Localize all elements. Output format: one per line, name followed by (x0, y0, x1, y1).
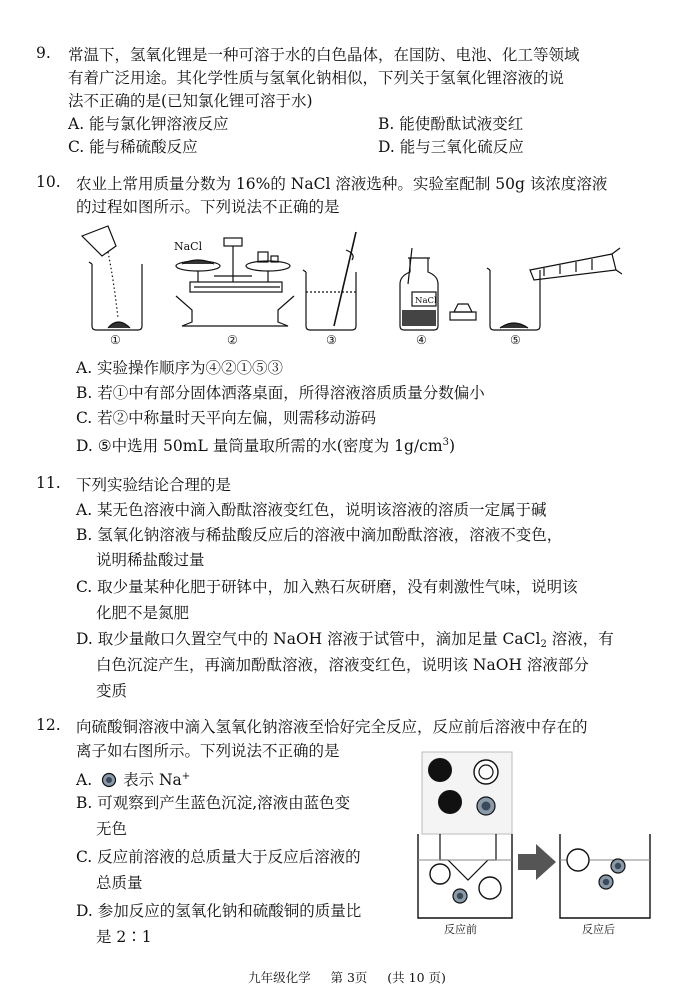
q12-ion-reaction-figure (410, 750, 660, 940)
step3-beaker-stirring-icon (303, 232, 356, 330)
q11-option-c-line-1: C. 取少量某种化肥于研钵中，加入熟石灰研磨，没有刺激性气味，说明该 (76, 578, 578, 596)
dark-ion-icon (428, 758, 452, 782)
q10-step-label-3: ③ (326, 333, 337, 347)
footer-total-pages: (共 10 页) (387, 970, 446, 985)
q12-option-d-line-2: 是 2∶1 (96, 928, 152, 946)
q12-option-a: A. 表示 Na+ (76, 771, 191, 789)
footer-subject: 九年级化学 (248, 970, 311, 985)
q10-option-d: D. ⑤中选用 50mL 量筒量取所需的水(密度为 $1g/cm^3$) (76, 437, 455, 455)
after-reaction-label: 反应后 (582, 923, 615, 936)
q9-number: 9. (36, 44, 51, 62)
white-ion-icon (567, 849, 589, 871)
q12-option-c-line-1: C. 反应前溶液的总质量大于反应后溶液的 (76, 848, 361, 866)
q9-option-d: D. 能与三氧化硫反应 (378, 138, 524, 156)
q12-option-b-line-2: 无色 (96, 820, 128, 838)
footer-page-number: 第 3页 (330, 970, 368, 985)
dropped-solution-ions (422, 752, 512, 834)
q11-number: 11. (36, 474, 61, 492)
q9-stem-line-2: 有着广泛用途。其化学性质与氢氧化钠相似，下列关于氢氧化锂溶液的说 (68, 69, 565, 87)
q10-step-label-4: ④ (416, 333, 427, 347)
q11-option-b-line-2: 说明稀盐酸过量 (96, 551, 205, 569)
q12-option-c-line-2: 总质量 (96, 874, 143, 892)
reaction-arrow-icon (518, 844, 556, 880)
q10-option-b: B. 若①中有部分固体洒落桌面，所得溶液溶质质量分数偏小 (76, 384, 485, 402)
q10-solution-preparation-figure (74, 222, 634, 350)
q12-number: 12. (36, 716, 61, 734)
q10-nacl-label: NaCl (174, 240, 203, 253)
q12-stem-line-2: 离子如右图所示。下列说法不正确的是 (76, 742, 340, 760)
q12-stem-line-1: 向硫酸铜溶液中滴入氢氧化钠溶液至恰好完全反应，反应前后溶液中存在的 (76, 718, 588, 736)
white-ion-icon (430, 864, 450, 884)
q10-bottle-label: NaCl (415, 296, 437, 306)
q9-option-c: C. 能与稀硫酸反应 (68, 138, 198, 156)
q10-option-a: A. 实验操作顺序为④②①⑤③ (76, 359, 284, 377)
page-footer (0, 968, 694, 986)
q10-step-label-5: ⑤ (510, 333, 521, 347)
white-ion-icon (479, 877, 501, 899)
step4-reagent-bottle-icon (400, 248, 476, 330)
q10-number: 10. (36, 173, 61, 191)
before-reaction-label: 反应前 (444, 923, 477, 936)
step5-beaker-cylinder-icon (487, 248, 622, 330)
q10-stem-line-2: 的过程如图所示。下列说法不正确的是 (76, 198, 340, 216)
q11-option-b-line-1: B. 氢氧化钠溶液与稀盐酸反应后的溶液中滴加酚酞溶液，溶液不变色， (76, 526, 563, 544)
q11-option-d-line-2: 白色沉淀产生，再滴加酚酞溶液，溶液变红色，说明该 NaOH 溶液部分 (96, 656, 589, 674)
q11-option-d-line-1: D. 取少量敞口久置空气中的 NaOH 溶液于试管中，滴加足量 CaCl$_2$ 溶液，有 (76, 630, 614, 650)
q9-stem-line-3: 法不正确的是(已知氯化锂可溶于水) (68, 92, 313, 110)
q9-option-a: A. 能与氯化钾溶液反应 (68, 115, 229, 133)
q10-step-label-1: ① (110, 333, 121, 347)
q12-option-b-line-1: B. 可观察到产生蓝色沉淀,溶液由蓝色变 (76, 794, 351, 812)
q10-step-label-2: ② (227, 333, 238, 347)
q12-option-d-line-1: D. 参加反应的氢氧化钠和硫酸铜的质量比 (76, 902, 362, 920)
q9-stem-line-1: 常温下，氢氧化锂是一种可溶于水的白色晶体，在国防、电池、化工等领域 (68, 46, 580, 64)
step1-beaker-pouring-icon (82, 226, 142, 330)
q11-option-d-line-3: 变质 (96, 682, 128, 700)
q10-stem-line-1: 农业上常用质量分数为 16%的 NaCl 溶液选种。实验室配制 50g 该浓度溶液 (76, 175, 608, 193)
q11-stem: 下列实验结论合理的是 (76, 476, 232, 494)
q9-option-b: B. 能使酚酞试液变红 (378, 115, 524, 133)
q11-option-a: A. 某无色溶液中滴入酚酞溶液变红色，说明该溶液的溶质一定属于碱 (76, 501, 547, 519)
q11-option-c-line-2: 化肥不是氮肥 (96, 604, 190, 622)
na-ion-icon (101, 772, 117, 788)
q10-option-c: C. 若②中称量时天平向左偏，则需移动游码 (76, 409, 377, 427)
dark-ion-icon (438, 790, 462, 814)
